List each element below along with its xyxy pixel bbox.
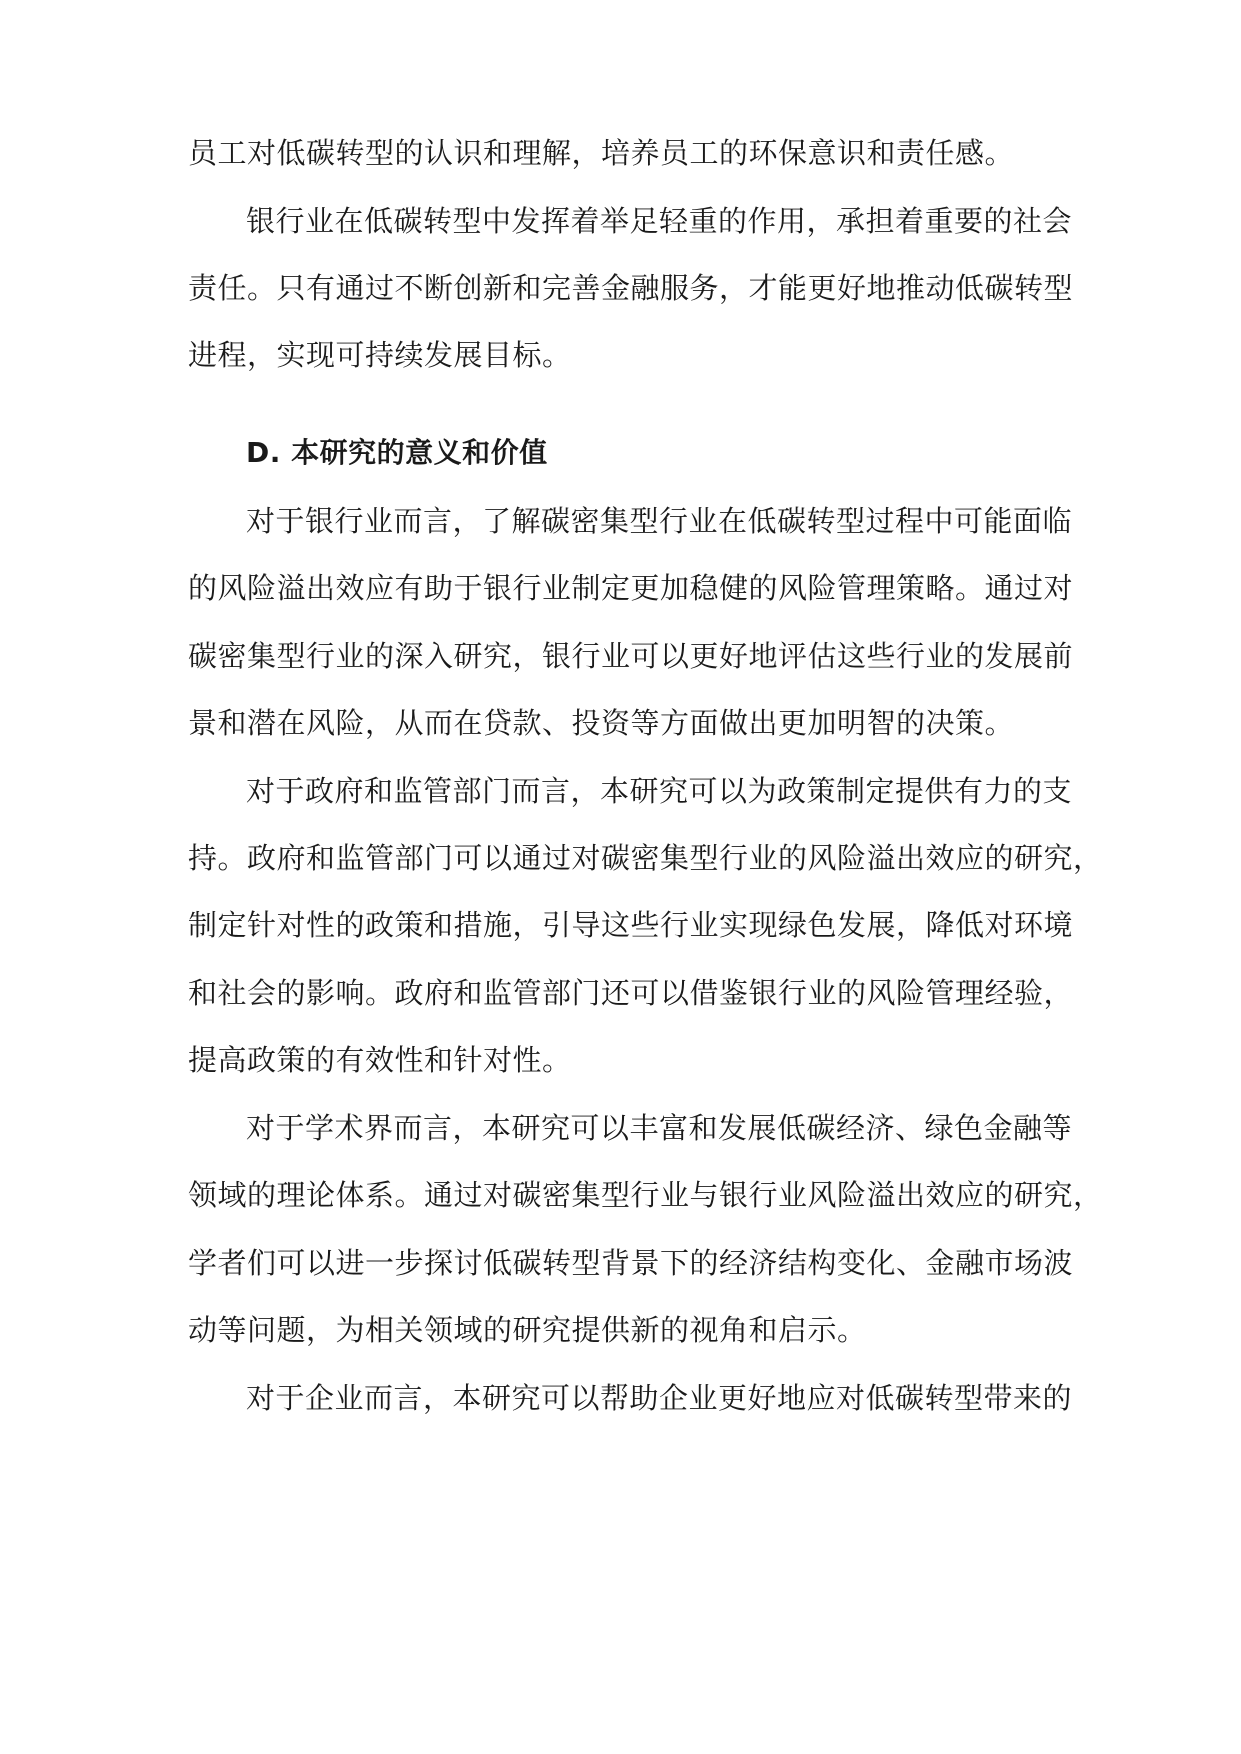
paragraph-line: 领域的理论体系。通过对碳密集型行业与银行业风险溢出效应的研究， xyxy=(188,1178,1103,1212)
paragraph-line: 对于政府和监管部门而言，本研究可以为政策制定提供有力的支 xyxy=(246,774,1073,808)
paragraph-line: 对于企业而言，本研究可以帮助企业更好地应对低碳转型带来的 xyxy=(246,1381,1073,1415)
paragraph-line: 和社会的影响。政府和监管部门还可以借鉴银行业的风险管理经验， xyxy=(188,976,1074,1010)
paragraph-line: 提高政策的有效性和针对性。 xyxy=(188,1043,572,1077)
paragraph-line: 的风险溢出效应有助于银行业制定更加稳健的风险管理策略。通过对 xyxy=(188,571,1074,605)
paragraph-line: 对于学术界而言，本研究可以丰富和发展低碳经济、绿色金融等 xyxy=(246,1111,1073,1145)
paragraph-line: 景和潜在风险，从而在贷款、投资等方面做出更加明智的决策。 xyxy=(188,706,1015,740)
section-heading: D. 本研究的意义和价值 xyxy=(246,436,548,469)
paragraph-line: 员工对低碳转型的认识和理解，培养员工的环保意识和责任感。 xyxy=(188,136,1015,170)
paragraph-line: 银行业在低碳转型中发挥着举足轻重的作用，承担着重要的社会 xyxy=(246,204,1073,238)
paragraph-line: 动等问题，为相关领域的研究提供新的视角和启示。 xyxy=(188,1313,867,1347)
paragraph-line: 学者们可以进一步探讨低碳转型背景下的经济结构变化、金融市场波 xyxy=(188,1246,1074,1280)
paragraph-line: 责任。只有通过不断创新和完善金融服务，才能更好地推动低碳转型 xyxy=(188,271,1074,305)
paragraph-line: 对于银行业而言，了解碳密集型行业在低碳转型过程中可能面临 xyxy=(246,504,1073,538)
paragraph-line: 碳密集型行业的深入研究，银行业可以更好地评估这些行业的发展前 xyxy=(188,639,1074,673)
paragraph-line: 制定针对性的政策和措施，引导这些行业实现绿色发展，降低对环境 xyxy=(188,908,1074,942)
paragraph-line: 进程，实现可持续发展目标。 xyxy=(188,338,572,372)
paragraph-line: 持。政府和监管部门可以通过对碳密集型行业的风险溢出效应的研究， xyxy=(188,841,1103,875)
